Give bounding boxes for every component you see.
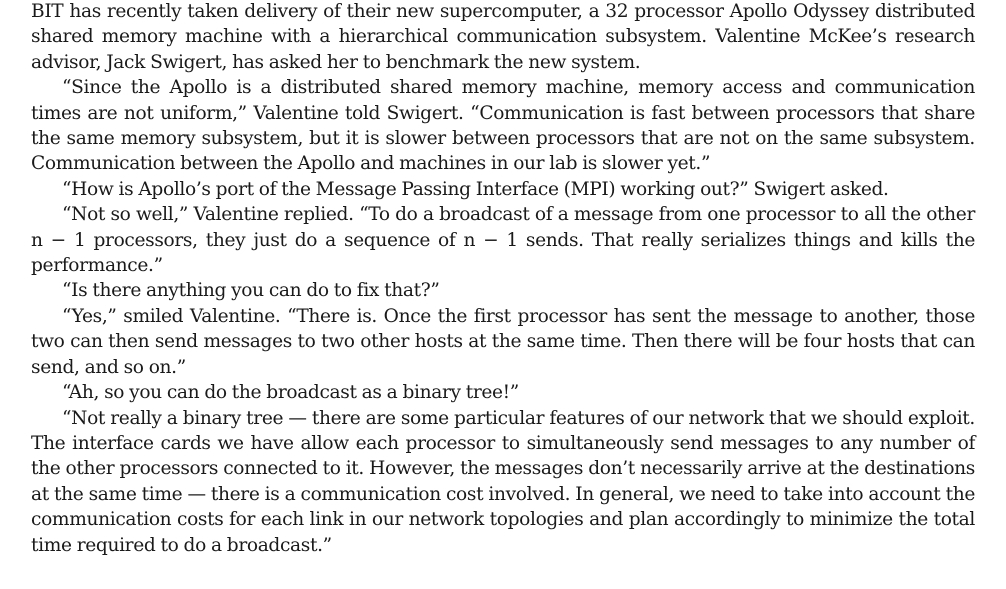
dialogue-paragraph-fix-question: “Is there anything you can do to fix that?”	[62, 280, 440, 302]
dialogue-paragraph-mpi-question: “How is Apollo’s port of the Message Passing Interface (MPI) working out?” Swigert asked.	[62, 178, 889, 200]
dialogue-paragraph-doubling-answer: “Yes,” smiled Valentine. “There is. Once the first processor has sent the message to another, those two can then send messages to two other hosts at the same time. Then there will be four hosts that can send, and so on.”	[31, 305, 975, 378]
document-body	[31, 0, 975, 558]
dialogue-paragraph-distributed-memory: “Since the Apollo is a distributed shared memory machine, memory access and communication times are not uniform,” Valentine told Swigert. “Communication is fast between processors that share the same memory subsystem, but it is slower between processors that are not on the same subsystem. Communication between the Apollo and machines in our lab is slower yet.”	[31, 77, 975, 175]
intro-paragraph: BIT has recently taken delivery of their new supercomputer, a 32 processor Apollo Odyssey distributed shared memory machine with a hierarchical communication subsystem. Valentine McKee’s research advisor, Jack Swigert, has asked her to benchmark the new system.	[31, 1, 975, 73]
dialogue-paragraph-binary-tree: “Ah, so you can do the broadcast as a binary tree!”	[62, 382, 519, 404]
dialogue-paragraph-network-costs: “Not really a binary tree — there are some particular features of our network that we should exploit. The interface cards we have allow each processor to simultaneously send messages to any number of the other processors connected to it. However, the messages don’t necessarily arrive at the destinations at the same time — there is a communication cost involved. In general, we need to take into account the communication costs for each link in our network topologies and plan accordingly to minimize the total time required to do a broadcast.”	[31, 407, 975, 556]
dialogue-paragraph-broadcast-problem: “Not so well,” Valentine replied. “To do a broadcast of a message from one processor to all the other n − 1 processors, they just do a sequence of n − 1 sends. That really serializes things and kills the performance.”	[31, 204, 975, 277]
